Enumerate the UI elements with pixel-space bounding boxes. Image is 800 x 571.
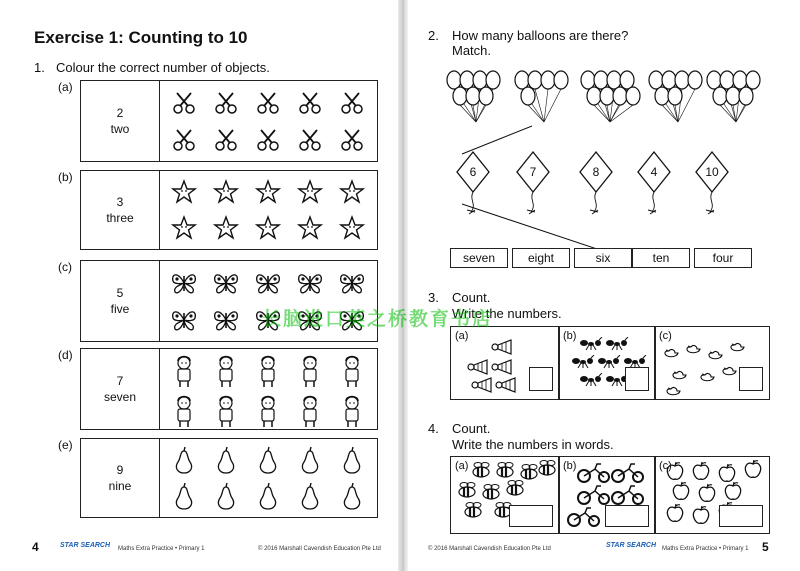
doll-icon: [342, 395, 362, 429]
duck-icon: [721, 363, 739, 377]
tricycle-icon: [577, 485, 611, 505]
butterfly-icon: [296, 271, 324, 295]
butterfly-icon: [338, 271, 366, 295]
butterfly-icon: [170, 271, 198, 295]
star-icon: [339, 179, 365, 205]
bee-icon: [455, 481, 479, 499]
q1-instruction: Colour the correct number of objects.: [56, 60, 270, 75]
q4-instruction: Write the numbers in words.: [452, 437, 614, 452]
cell-label: (a): [455, 460, 469, 472]
number-word-box[interactable]: ten: [632, 248, 690, 268]
q3-cell: [558, 326, 656, 400]
scissors-icon: [255, 90, 281, 116]
q1-row-label: (e): [58, 438, 73, 452]
q1-row-label: (d): [58, 348, 73, 362]
q3-instruction: Write the numbers.: [452, 306, 562, 321]
q1-row-label: (a): [58, 80, 73, 94]
footer-copyright-left: © 2016 Marshall Cavendish Education Pte Ltd: [258, 546, 381, 552]
answer-box[interactable]: [625, 367, 649, 391]
q4-number: 4.: [428, 421, 439, 436]
doll-icon: [216, 355, 236, 389]
balloon-bunch-icon: [581, 71, 640, 122]
ant-icon: [579, 337, 603, 351]
number-word-box[interactable]: eight: [512, 248, 570, 268]
q1-number: 1.: [34, 60, 45, 75]
scissors-icon: [213, 127, 239, 153]
pear-icon: [216, 446, 236, 474]
kite-icon: [636, 150, 672, 216]
kite-number: 4: [650, 165, 658, 179]
scissors-icon: [297, 90, 323, 116]
kite-number: 7: [529, 165, 537, 179]
pear-icon: [258, 446, 278, 474]
q1-row-box: [80, 80, 378, 162]
cell-label: (b): [563, 330, 577, 342]
answer-box[interactable]: [739, 367, 763, 391]
q1-number-cell: [81, 81, 160, 161]
number-word-box[interactable]: six: [574, 248, 632, 268]
butterfly-icon: [170, 308, 198, 332]
q2-instruction: How many balloons are there?: [452, 28, 629, 43]
q1-number-cell: [81, 349, 160, 429]
star-icon: [213, 215, 239, 241]
doll-icon: [300, 395, 320, 429]
kite-number: 10: [705, 165, 719, 179]
bee-icon: [493, 461, 517, 479]
scissors-icon: [339, 127, 365, 153]
star-icon: [339, 215, 365, 241]
q1-word: nine: [108, 479, 132, 493]
book-spine: [398, 0, 408, 571]
bee-icon: [503, 479, 527, 497]
q2-match: Match.: [452, 43, 492, 58]
q3-number: 3.: [428, 290, 439, 305]
q1-digit: 3: [116, 195, 124, 209]
cell-label: (c): [659, 460, 672, 472]
q1-objects[interactable]: [165, 87, 371, 155]
number-word-box[interactable]: seven: [450, 248, 508, 268]
star-icon: [213, 179, 239, 205]
pear-icon: [300, 482, 320, 510]
q1-objects[interactable]: [165, 445, 371, 511]
q3-count: Count.: [452, 290, 491, 305]
cell-label: (b): [563, 460, 577, 472]
q1-digit: 9: [116, 463, 124, 477]
doll-icon: [216, 395, 236, 429]
butterfly-icon: [212, 271, 240, 295]
q1-number-cell: [81, 439, 160, 517]
duck-icon: [707, 347, 725, 361]
apple-icon: [743, 459, 763, 479]
cell-label: (a): [455, 330, 469, 342]
watermark: 长脑进口英之桥教育书店: [262, 309, 494, 330]
answer-word-box[interactable]: [605, 505, 649, 527]
scissors-icon: [171, 90, 197, 116]
tricycle-icon: [611, 485, 645, 505]
bee-icon: [461, 501, 485, 519]
apple-icon: [671, 481, 691, 501]
q4-cell: [450, 456, 560, 534]
pear-icon: [174, 446, 194, 474]
duck-icon: [729, 339, 747, 353]
apple-icon: [697, 483, 717, 503]
bee-icon: [479, 483, 503, 501]
butterfly-icon: [254, 271, 282, 295]
duck-icon: [685, 341, 703, 355]
duck-icon: [663, 345, 681, 359]
page-title: Exercise 1: Counting to 10: [34, 28, 248, 47]
apple-icon: [691, 461, 711, 481]
pear-icon: [174, 482, 194, 510]
answer-word-box[interactable]: [719, 505, 763, 527]
scissors-icon: [297, 127, 323, 153]
pear-icon: [342, 482, 362, 510]
duck-icon: [665, 383, 683, 397]
duck-icon: [671, 367, 689, 381]
q2-number: 2.: [428, 28, 439, 43]
shuttlecock-icon: [491, 359, 513, 375]
q1-digit: 2: [116, 106, 124, 120]
apple-icon: [691, 505, 711, 525]
shuttlecock-icon: [491, 339, 513, 355]
q1-objects[interactable]: [165, 355, 371, 423]
q4-cell: [654, 456, 770, 534]
q1-number-cell: [81, 171, 160, 249]
doll-icon: [174, 395, 194, 429]
q1-row-label: (c): [58, 260, 72, 274]
apple-icon: [717, 463, 737, 483]
doll-icon: [342, 355, 362, 389]
series-logo-right: STAR SEARCH: [606, 542, 657, 549]
star-icon: [297, 179, 323, 205]
balloon-bunch-icon: [515, 71, 568, 122]
star-icon: [255, 179, 281, 205]
butterfly-icon: [212, 308, 240, 332]
star-icon: [171, 179, 197, 205]
page-number-right: 5: [762, 540, 769, 554]
q1-objects[interactable]: [165, 177, 371, 243]
number-word-box[interactable]: four: [694, 248, 752, 268]
tricycle-icon: [577, 463, 611, 483]
kite-icon: [515, 150, 551, 216]
q4-cell: [558, 456, 656, 534]
apple-icon: [723, 481, 743, 501]
q1-word: seven: [103, 390, 137, 404]
shuttlecock-icon: [495, 377, 517, 393]
kite-number: 6: [469, 165, 477, 179]
q1-digit: 7: [116, 374, 124, 388]
q1-row-box: [80, 170, 378, 250]
q1-row-label: (b): [58, 170, 73, 184]
q1-word: three: [106, 211, 134, 225]
apple-icon: [665, 461, 685, 481]
footer-series-left: Maths Extra Practice • Primary 1: [118, 546, 205, 552]
kite-icon: [455, 150, 491, 216]
tricycle-icon: [611, 463, 645, 483]
star-icon: [171, 215, 197, 241]
q3-cell: [450, 326, 560, 400]
pear-icon: [300, 446, 320, 474]
answer-word-box[interactable]: [509, 505, 553, 527]
doll-icon: [300, 355, 320, 389]
q1-word: five: [110, 302, 130, 316]
q1-row-box: [80, 348, 378, 430]
scissors-icon: [255, 127, 281, 153]
shuttlecock-icon: [467, 359, 489, 375]
footer-copyright-right: © 2016 Marshall Cavendish Education Pte Ltd: [428, 546, 551, 552]
pear-icon: [258, 482, 278, 510]
ant-icon: [605, 337, 629, 351]
ant-icon: [579, 373, 603, 387]
doll-icon: [258, 395, 278, 429]
footer-series-right: Maths Extra Practice • Primary 1: [662, 546, 749, 552]
star-icon: [297, 215, 323, 241]
scissors-icon: [171, 127, 197, 153]
pear-icon: [342, 446, 362, 474]
bee-icon: [535, 459, 559, 477]
answer-box[interactable]: [529, 367, 553, 391]
balloon-bunch-icon: [447, 71, 500, 122]
star-icon: [255, 215, 281, 241]
ant-icon: [597, 355, 621, 369]
kite-icon: [694, 150, 730, 216]
q4-count: Count.: [452, 421, 491, 436]
q1-number-cell: [81, 261, 160, 341]
q3-cell: [654, 326, 770, 400]
q1-word: two: [110, 122, 130, 136]
kite-number: 8: [592, 165, 600, 179]
cell-label: (c): [659, 330, 672, 342]
tricycle-icon: [567, 507, 601, 527]
pear-icon: [216, 482, 236, 510]
scissors-icon: [339, 90, 365, 116]
ant-icon: [571, 355, 595, 369]
q1-row-box: [80, 438, 378, 518]
q1-digit: 5: [116, 286, 124, 300]
kite-icon: [578, 150, 614, 216]
series-logo-left: STAR SEARCH: [60, 542, 111, 549]
doll-icon: [174, 355, 194, 389]
balloon-bunch-icon: [649, 71, 702, 122]
balloon-bunch-icon: [707, 71, 760, 122]
apple-icon: [665, 503, 685, 523]
doll-icon: [258, 355, 278, 389]
bee-icon: [469, 461, 493, 479]
scissors-icon: [213, 90, 239, 116]
duck-icon: [699, 369, 717, 383]
page-number-left: 4: [32, 540, 39, 554]
